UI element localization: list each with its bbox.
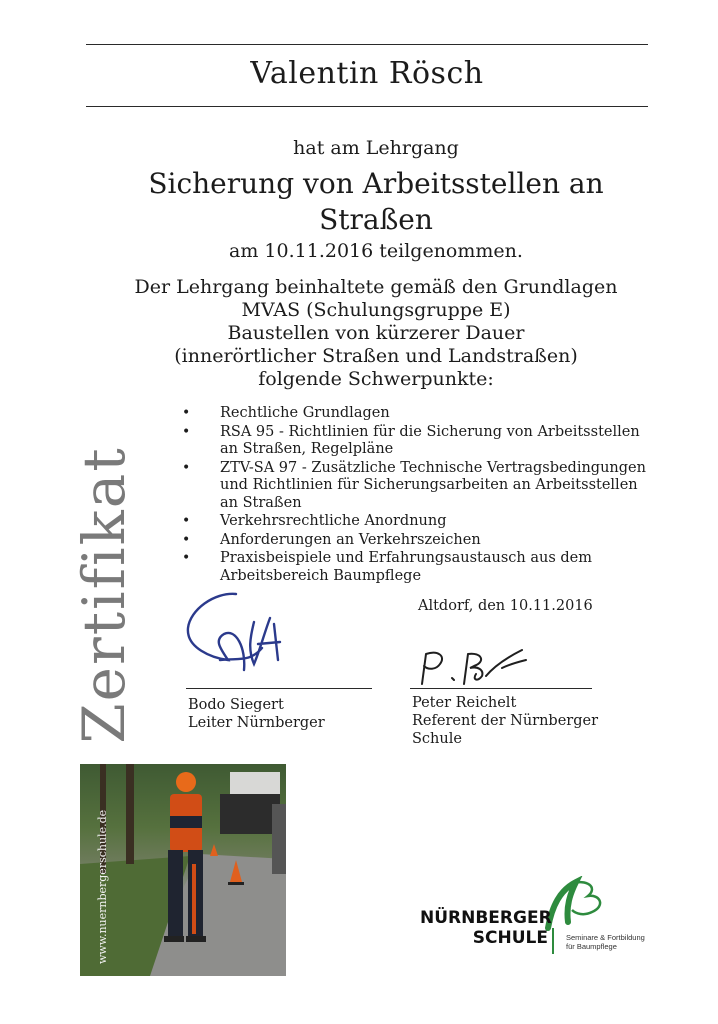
certificate-vertical-title <box>24 445 184 745</box>
logo-tagline <box>566 933 645 951</box>
signature-bodo-siegert <box>184 588 304 688</box>
photo-scene <box>80 764 286 976</box>
description-line: MVAS (Schulungsgruppe E) <box>241 299 511 321</box>
topic-line: und Richtlinien für Sicherungsarbeiten an Arbeitsstellen <box>220 477 638 493</box>
place-and-date: Altdorf, den 10.11.2016 <box>418 598 593 614</box>
topic-item <box>176 460 666 513</box>
topic-line: Verkehrsrechtliche Anordnung <box>220 513 447 529</box>
signer-role: Schule <box>412 731 462 747</box>
vertical-title-text: Zertifikat <box>70 446 138 744</box>
participation-date-line: am 10.11.2016 teilgenommen. <box>229 240 523 262</box>
topic-line: Anforderungen an Verkehrszeichen <box>220 531 481 548</box>
logo-name-line: SCHULE <box>472 928 548 948</box>
bullet-icon: • <box>182 531 191 548</box>
signer-role: Referent der Nürnberger <box>412 713 599 729</box>
description-line: (innerörtlicher Straßen und Landstraßen) <box>174 345 578 367</box>
bullet-icon: • <box>182 423 191 440</box>
signer-bodo-siegert <box>188 696 325 732</box>
topic-item <box>176 405 666 423</box>
topic-line: Arbeitsbereich Baumpflege <box>220 567 422 584</box>
course-description <box>86 276 666 391</box>
signer-name: Bodo Siegert <box>188 697 284 713</box>
logo-tagline-line: Seminare & Fortbildung <box>566 933 645 942</box>
intro-line-1: hat am Lehrgang <box>293 137 459 159</box>
topic-item <box>176 424 666 459</box>
topic-item <box>176 513 666 531</box>
topic-item <box>176 550 666 585</box>
course-title-line: Straßen <box>319 203 433 236</box>
photo-watermark: www.nuernbergerschule.de <box>96 809 109 964</box>
bullet-icon: • <box>182 513 191 529</box>
description-line: Der Lehrgang beinhaltete gemäß den Grundlagen <box>134 276 618 298</box>
description-line: folgende Schwerpunkte: <box>258 368 494 390</box>
signer-name: Peter Reichelt <box>412 695 517 711</box>
name-underline <box>86 106 648 107</box>
logo-name-line: NÜRNBERGER <box>420 908 552 928</box>
course-title-line: Sicherung von Arbeitsstellen an <box>148 167 604 200</box>
description-line: Baustellen von kürzerer Dauer <box>227 322 525 344</box>
bullet-icon: • <box>182 459 191 476</box>
logo-tagline-line: für Baumpflege <box>566 942 617 951</box>
bullet-icon: • <box>182 405 191 421</box>
signer-peter-reichelt <box>412 694 598 748</box>
topic-line: Rechtliche Grundlagen <box>220 405 390 421</box>
course-title <box>86 166 666 238</box>
signature-line-left <box>186 688 372 689</box>
topic-line: RSA 95 - Richtlinien für die Sicherung von Arbeitsstellen <box>220 423 640 440</box>
topic-line: an Straßen, Regelpläne <box>220 441 394 457</box>
topic-line: ZTV-SA 97 - Zusätzliche Technische Vertragsbedingungen <box>220 459 646 476</box>
arborist-photo <box>80 764 286 976</box>
logo-wordmark <box>420 908 552 948</box>
signer-role: Leiter Nürnberger <box>188 715 325 731</box>
topic-line: Praxisbeispiele und Erfahrungsaustausch aus dem <box>220 550 593 566</box>
bullet-icon: • <box>182 550 191 566</box>
signature-peter-reichelt <box>412 646 552 694</box>
topics-list <box>176 405 666 586</box>
signature-line-right <box>410 688 592 689</box>
recipient-name: Valentin Rösch <box>250 56 484 91</box>
top-rule <box>86 44 648 45</box>
topic-item <box>176 532 666 550</box>
topic-line: an Straßen <box>220 494 302 511</box>
